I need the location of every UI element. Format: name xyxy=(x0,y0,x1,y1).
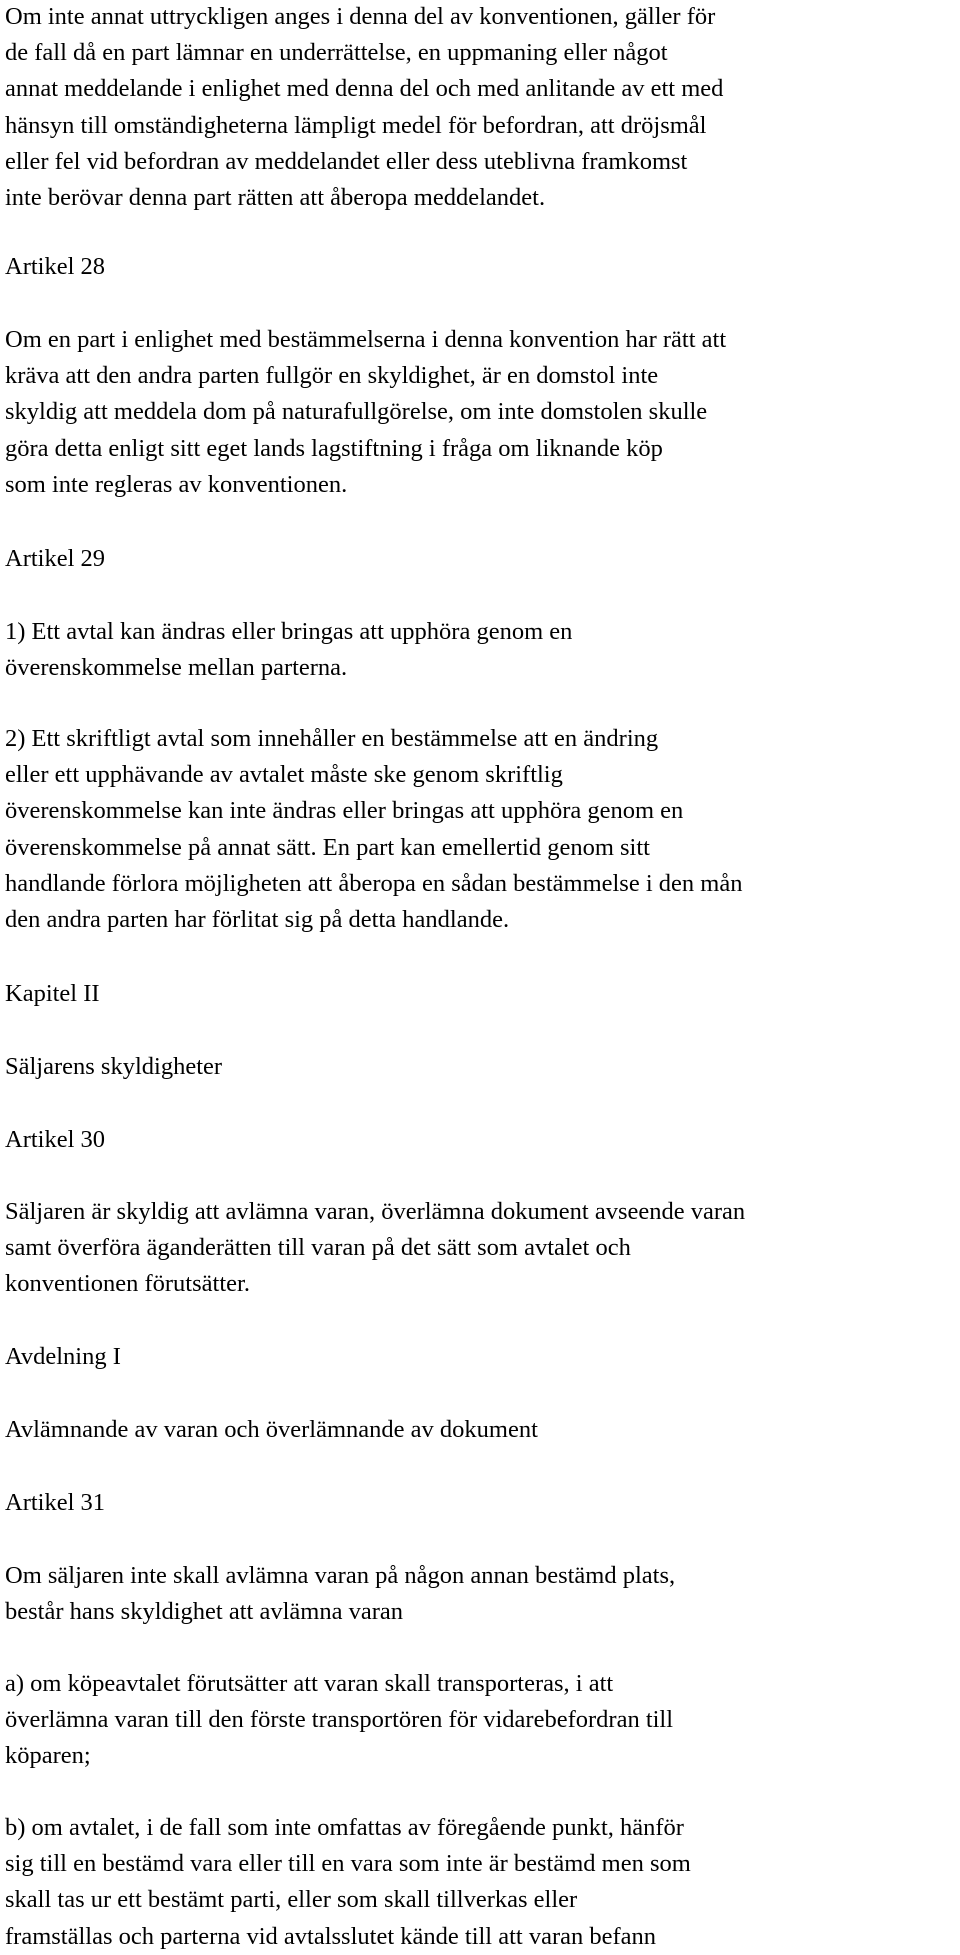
intro-paragraph xyxy=(5,0,723,216)
text-line: hänsyn till omständigheterna lämpligt medel för befordran, att dröjsmål xyxy=(5,111,707,139)
text-line: de fall då en part lämnar en underrättelse, en uppmaning eller något xyxy=(5,39,668,67)
article-28-heading xyxy=(5,249,105,285)
text-line: som inte regleras av konventionen. xyxy=(5,470,348,498)
text-line: framställas och parterna vid avtalsslutet kände till att varan befann xyxy=(5,1922,657,1950)
article-28-paragraph xyxy=(5,322,726,503)
text-line: skyldig att meddela dom på naturafullgörelse, om inte domstolen skulle xyxy=(5,398,708,426)
heading-line: Artikel 29 xyxy=(5,545,106,572)
text-line: Om en part i enlighet med bestämmelserna i denna konvention har rätt att xyxy=(5,326,727,353)
text-line: eller ett upphävande av avtalet måste ske genom skriftlig xyxy=(5,761,563,789)
text-line: inte berövar denna part rätten att åberopa meddelandet. xyxy=(5,183,546,211)
text-line: överlämna varan till den förste transportören för vidarebefordran till xyxy=(5,1706,674,1734)
article-30-heading xyxy=(5,1122,105,1158)
section-title xyxy=(5,1412,538,1448)
text-line: överenskommelse kan inte ändras eller bringas att upphöra genom en xyxy=(5,797,684,825)
text-line: annat meddelande i enlighet med denna del och med anlitande av ett med xyxy=(5,75,724,103)
chapter-heading xyxy=(5,976,100,1012)
article-31-heading xyxy=(5,1485,105,1521)
text-line: a) om köpeavtalet förutsätter att varan skall transporteras, i att xyxy=(5,1670,614,1697)
text-line: göra detta enligt sitt eget lands lagstiftning i fråga om liknande köp xyxy=(5,434,663,462)
heading-line: Avlämnande av varan och överlämnande av dokument xyxy=(5,1416,538,1443)
text-line: 2) Ett skriftligt avtal som innehåller en bestämmelse att en ändring xyxy=(5,725,659,752)
text-line: 1) Ett avtal kan ändras eller bringas att upphöra genom en xyxy=(5,618,573,645)
heading-line: Säljarens skyldigheter xyxy=(5,1053,223,1080)
text-line: samt överföra äganderätten till varan på det sätt som avtalet och xyxy=(5,1234,631,1262)
article-29-heading xyxy=(5,541,105,577)
chapter-title xyxy=(5,1049,222,1085)
article-31-item-b xyxy=(5,1810,691,1955)
text-line: Om inte annat uttryckligen anges i denna del av konventionen, gäller för xyxy=(5,3,716,30)
heading-line: Artikel 30 xyxy=(5,1126,106,1153)
text-line: består hans skyldighet att avlämna varan xyxy=(5,1598,403,1626)
heading-line: Avdelning I xyxy=(5,1343,121,1370)
text-line: köparen; xyxy=(5,1742,91,1770)
article-30-paragraph xyxy=(5,1194,745,1303)
article-29-paragraph-1 xyxy=(5,614,572,686)
text-line: konventionen förutsätter. xyxy=(5,1270,250,1298)
text-line: den andra parten har förlitat sig på detta handlande. xyxy=(5,905,510,933)
article-31-item-a xyxy=(5,1666,673,1775)
text-line: Om säljaren inte skall avlämna varan på någon annan bestämd plats, xyxy=(5,1562,676,1589)
article-31-paragraph xyxy=(5,1558,675,1630)
text-line: eller fel vid befordran av meddelandet eller dess uteblivna framkomst xyxy=(5,147,688,175)
section-heading xyxy=(5,1339,121,1375)
text-line: b) om avtalet, i de fall som inte omfattas av föregående punkt, hänför xyxy=(5,1814,684,1841)
article-29-paragraph-2 xyxy=(5,721,742,938)
text-line: sig till en bestämd vara eller till en vara som inte är bestämd men som xyxy=(5,1850,691,1878)
heading-line: Artikel 28 xyxy=(5,253,106,280)
text-line: Säljaren är skyldig att avlämna varan, överlämna dokument avseende varan xyxy=(5,1198,746,1225)
heading-line: Kapitel II xyxy=(5,980,100,1007)
text-line: skall tas ur ett bestämt parti, eller som skall tillverkas eller xyxy=(5,1886,578,1914)
text-line: handlande förlora möjligheten att åberopa en sådan bestämmelse i den mån xyxy=(5,869,743,897)
heading-line: Artikel 31 xyxy=(5,1489,106,1516)
text-line: överenskommelse mellan parterna. xyxy=(5,654,348,682)
text-line: överenskommelse på annat sätt. En part kan emellertid genom sitt xyxy=(5,833,650,861)
text-line: kräva att den andra parten fullgör en skyldighet, är en domstol inte xyxy=(5,362,659,390)
